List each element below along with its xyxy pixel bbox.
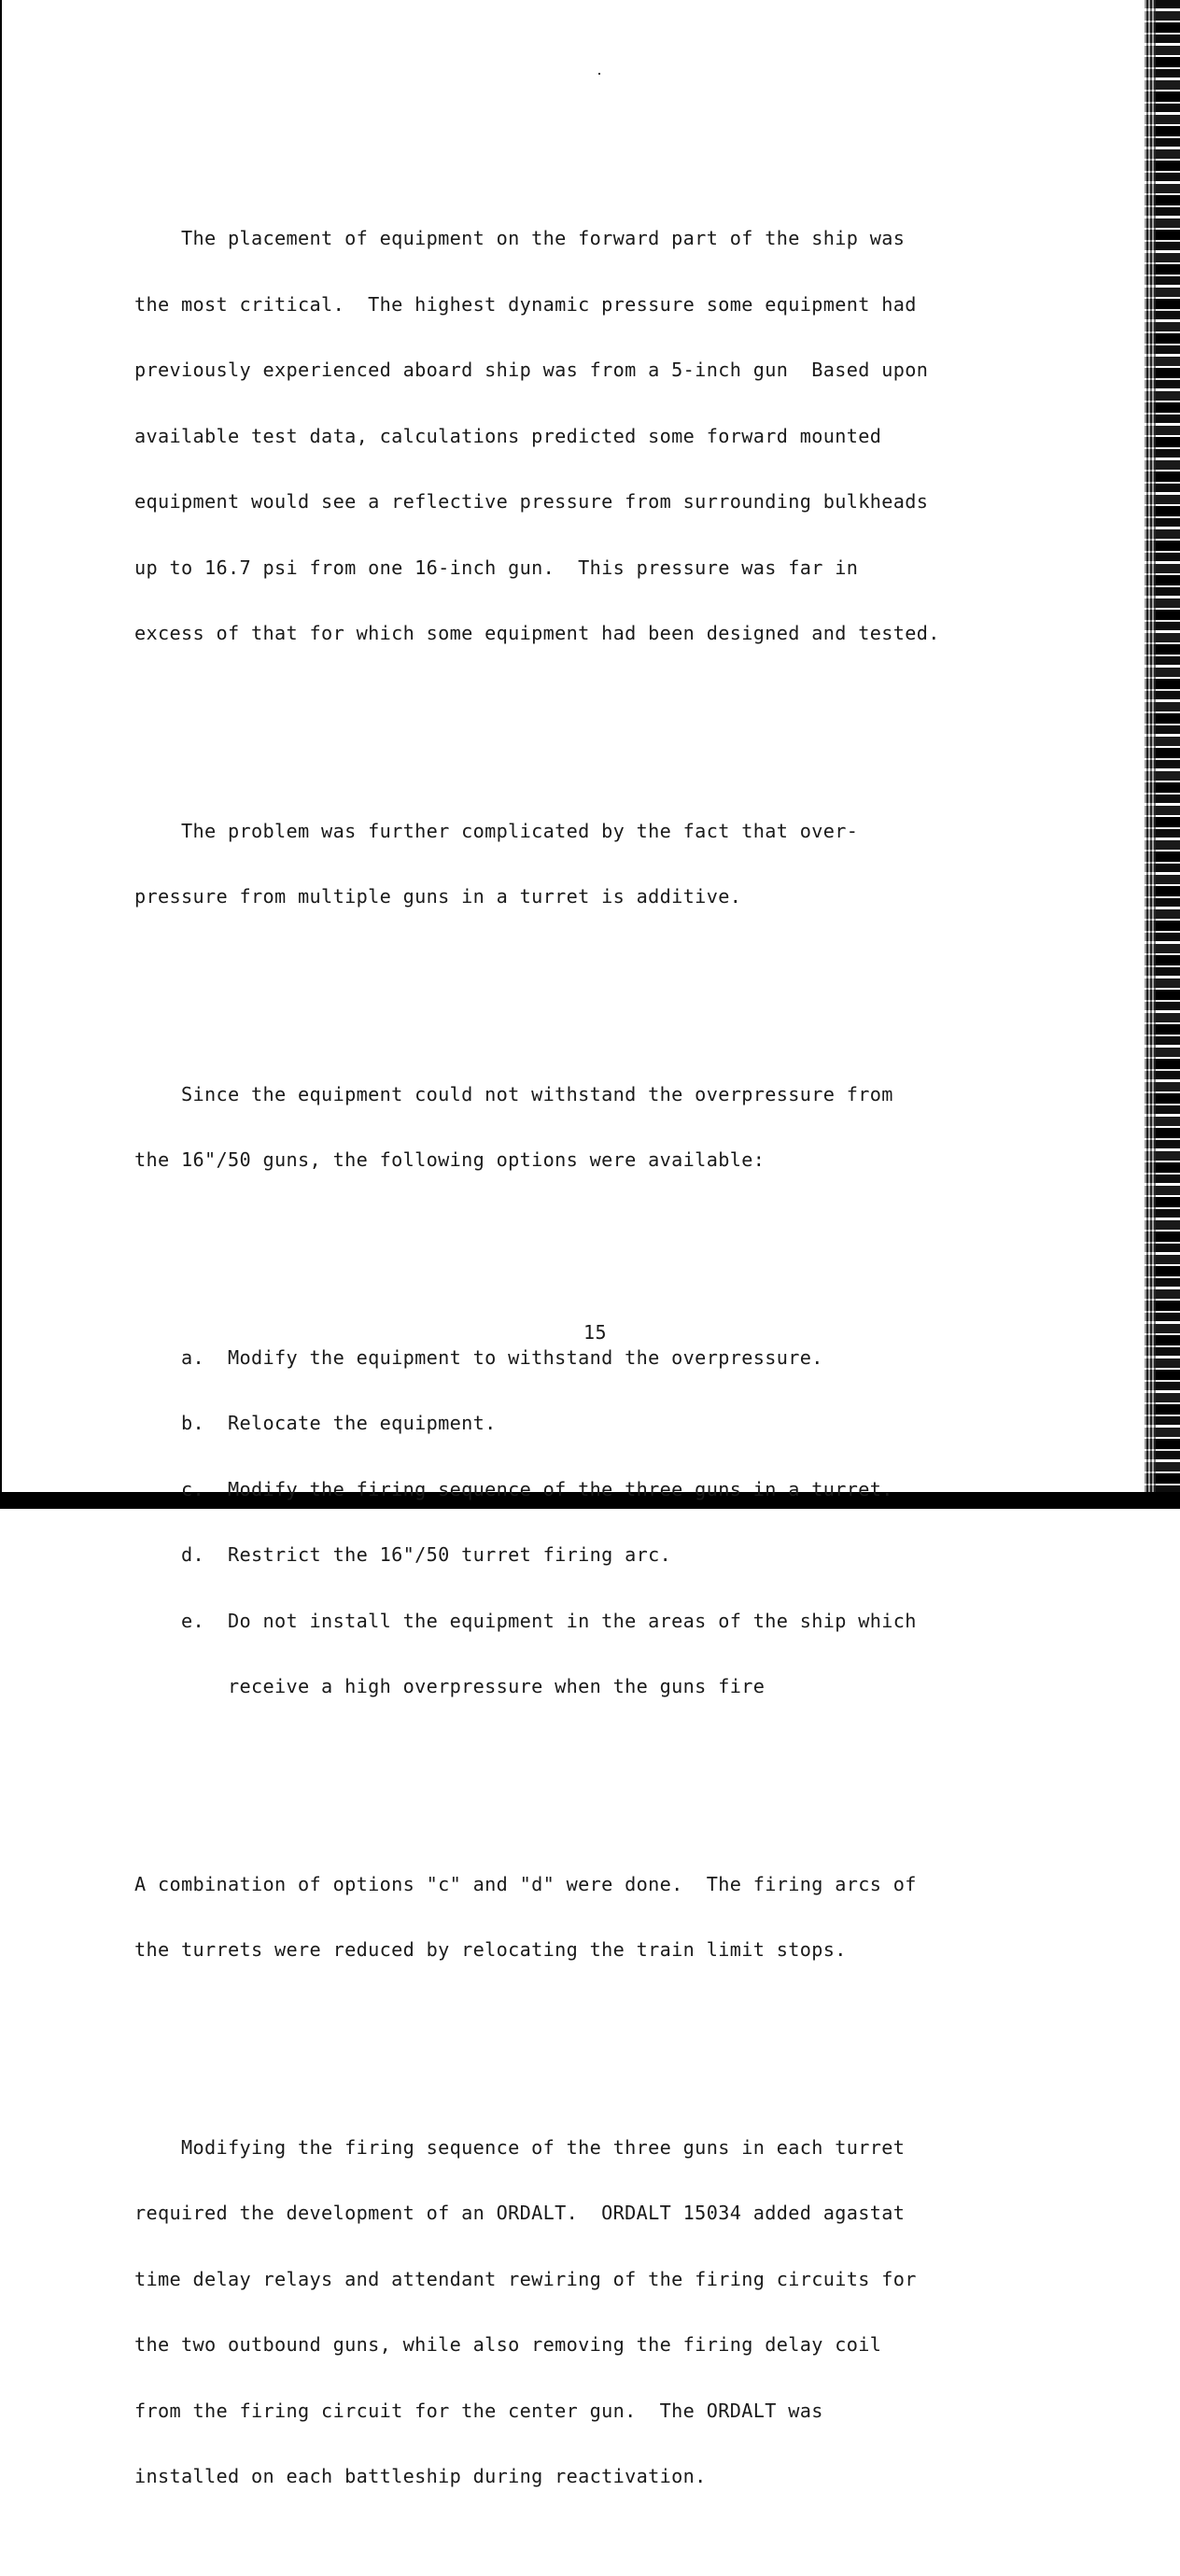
scan-left-border (0, 0, 2, 1492)
text-line: the turrets were reduced by relocating the train limit stops. (134, 1938, 847, 1961)
text-line: Since the equipment could not withstand the overpressure from (134, 1082, 893, 1105)
page-number: 15 (583, 1321, 608, 1344)
scan-speck (598, 73, 600, 75)
paragraph-problem (134, 777, 1059, 952)
text-line: up to 16.7 psi from one 16-inch gun. This pressure was far in (134, 556, 859, 579)
scan-right-edge-noise (1145, 0, 1180, 1492)
paragraph-options-intro (134, 1040, 1059, 1216)
text-line: installed on each battleship during reactivation. (134, 2465, 707, 2487)
text-line: required the development of an ORDALT. ORDALT 15034 added agastat (134, 2202, 906, 2224)
list-item: b. Relocate the equipment. (134, 1412, 497, 1434)
paragraph-combination (134, 1830, 1059, 2006)
paragraph-placement (134, 184, 1059, 689)
text-line: the 16"/50 guns, the following options were available: (134, 1148, 766, 1171)
text-line: time delay relays and attendant rewiring of the firing circuits for (134, 2267, 917, 2290)
list-item: c. Modify the firing sequence of the three guns in a turret. (134, 1477, 893, 1500)
list-item-continuation: receive a high overpressure when the guns fire (134, 1675, 766, 1697)
text-line: pressure from multiple guns in a turret is additive. (134, 885, 742, 908)
list-item: e. Do not install the equipment in the areas of the ship which (134, 1609, 917, 1632)
text-line: previously experienced aboard ship was from a 5-inch gun Based upon (134, 359, 929, 381)
text-line: excess of that for which some equipment had been designed and tested. (134, 622, 940, 644)
text-line: Modifying the firing sequence of the three guns in each turret (134, 2135, 906, 2159)
body-text (134, 140, 1059, 2576)
options-list (134, 1303, 1059, 1742)
paragraph-ordalt (134, 2093, 1059, 2532)
text-line: available test data, calculations predicted some forward mounted (134, 424, 882, 447)
text-line: the most critical. The highest dynamic pressure some equipment had (134, 292, 917, 316)
list-item: d. Restrict the 16"/50 turret firing arc. (134, 1543, 672, 1566)
list-item: a. Modify the equipment to withstand the overpressure. (134, 1345, 823, 1369)
text-line: equipment would see a reflective pressure from surrounding bulkheads (134, 490, 929, 513)
text-line: from the firing circuit for the center gun. The ORDALT was (134, 2399, 823, 2422)
text-line: the two outbound guns, while also removing the firing delay coil (134, 2333, 882, 2356)
text-line: The placement of equipment on the forward part of the ship was (134, 227, 906, 249)
text-line: A combination of options "c" and "d" were done. The firing arcs of (134, 1872, 917, 1895)
text-line: The problem was further complicated by the fact that over- (134, 819, 859, 842)
